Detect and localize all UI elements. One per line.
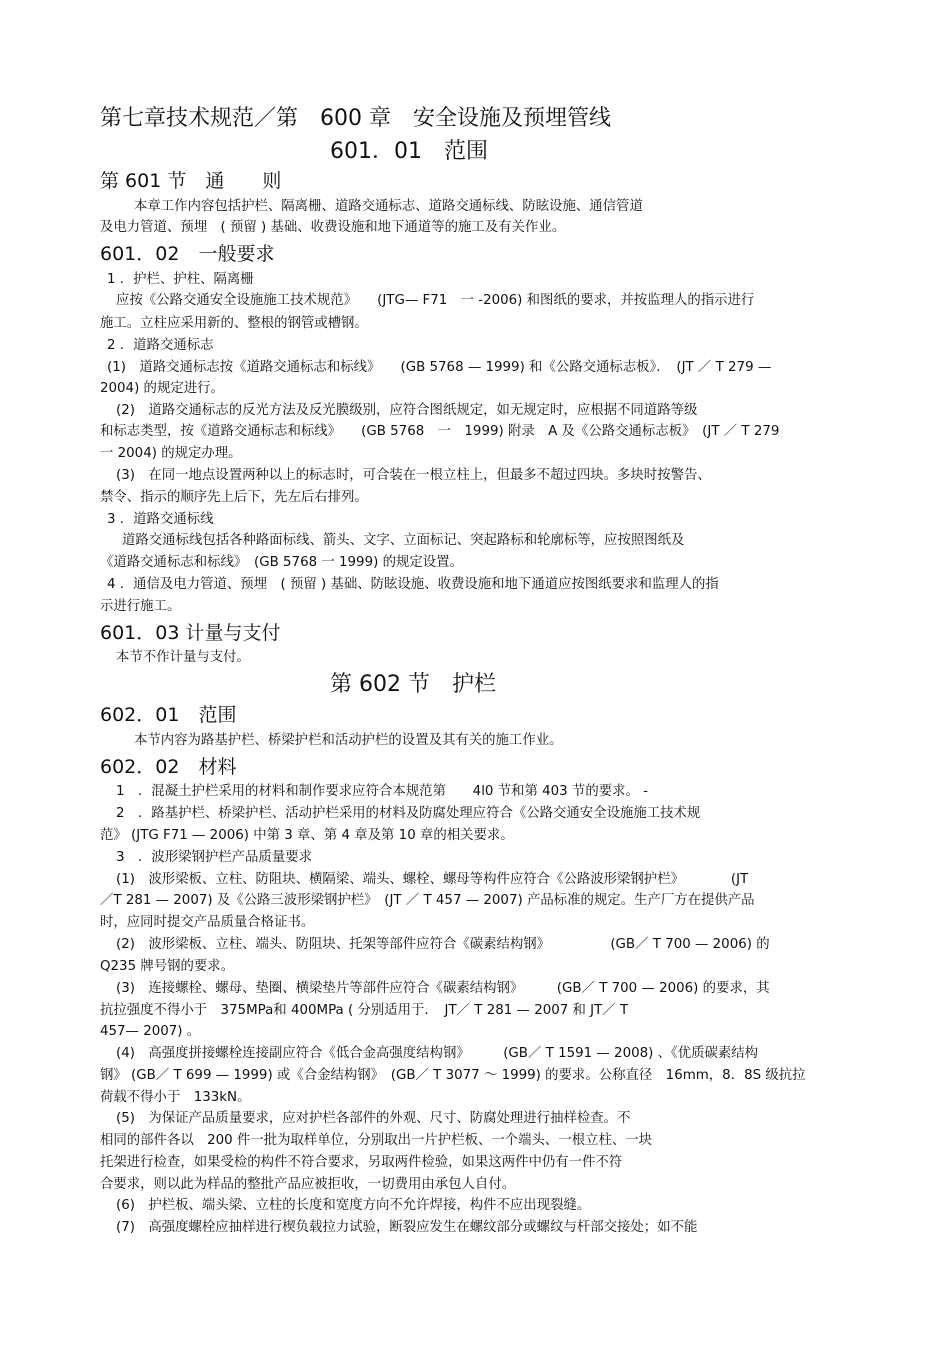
paragraph-line: 《道路交通标志和标线》 (GB 5768 一 1999) 的规定设置。 [100, 555, 463, 570]
paragraph-line: 荷载不得小于 133kN。 [100, 1090, 251, 1105]
paragraph-line: 钢》 (GB／ T 699 — 1999) 或《合金结构钢》 (GB／ T 3077 ～ 1999) 的要求。公称直径 16mm，8．8S 级抗拉 [100, 1068, 806, 1083]
paragraph-line: (6) 护栏板、端头梁、立柱的长度和宽度方向不允许焊接，构件不应出现裂缝。 [116, 1198, 591, 1213]
paragraph-line: 本节不作计量与支付。 [116, 650, 250, 665]
paragraph-line: (2) 道路交通标志的反光方法及反光膜级别，应符合图纸规定，如无规定时，应根据不同道路等级 [116, 403, 698, 418]
paragraph-line: 相同的部件各以 200 件一批为取样单位，分别取出一片护栏板、一个端头、一根立柱、一块 [100, 1133, 653, 1148]
subsection-heading: 601．02 一般要求 [100, 243, 275, 265]
paragraph-line: (5) 为保证产品质量要求，应对护栏各部件的外观、尺寸、防腐处理进行抽样检查。不 [116, 1111, 631, 1126]
chapter-title: 第七章技术规范／第 600 章 安全设施及预埋管线 [100, 106, 611, 131]
paragraph-line: 示进行施工。 [100, 599, 181, 614]
paragraph-line: 抗拉强度不得小于 375MPa和 400MPa ( 分别适用于． JT／ T 281 — 2007 和 JT／ T [100, 1003, 629, 1018]
section-602-heading: 第 602 节 护栏 [330, 672, 496, 697]
section-scope-heading: 601．01 范围 [330, 139, 488, 164]
paragraph-line: (4) 高强度拼接螺栓连接副应符合《低合金高强度结构钢》 (GB／ T 1591 — 2008) 、《优质碳素结构 [116, 1046, 759, 1061]
list-item: 2 ．路基护栏、桥梁护栏、活动护栏采用的材料及防腐处理应符合《公路交通安全设施施工技术规 [116, 806, 701, 821]
paragraph-line: ／T 281 — 2007) 及《公路三波形梁钢护栏》 (JT ／ T 457 — 2007) 产品标准的规定。生产厂方在提供产品 [100, 893, 755, 908]
paragraph-line: 457— 2007) 。 [100, 1024, 201, 1039]
list-item: 3 ．道路交通标线 [107, 512, 214, 527]
paragraph-line: (1) 道路交通标志按《道路交通标志和标线》 (GB 5768 — 1999) 和《公路交通标志板》． (JT ／ T 279 — [107, 360, 772, 375]
paragraph-line: 道路交通标线包括各种路面标线、箭头、文字、立面标记、突起路标和轮廓标等，应按照图纸及 [122, 533, 685, 548]
paragraph-line: 施工。立柱应采用新的、整根的钢管或槽钢。 [100, 316, 368, 331]
paragraph-line: (2) 波形梁板、立柱、端头、防阻块、托架等部件应符合《碳素结构钢》 (GB／ T 700 — 2006) 的 [116, 937, 770, 952]
subsection-heading: 602．02 材料 [100, 756, 237, 778]
paragraph-line: (1) 波形梁板、立柱、防阻块、横隔梁、端头、螺栓、螺母等构件应符合《公路波形梁钢护栏》 (JT [116, 872, 749, 887]
paragraph-line: 本章工作内容包括护栏、隔离栅、道路交通标志、道路交通标线、防眩设施、通信管道 [134, 199, 643, 214]
paragraph-line: (3) 在同一地点设置两种以上的标志时，可合装在一根立柱上，但最多不超过四块。多块时按警告、 [116, 468, 711, 483]
list-item: 3 ．波形梁钢护栏产品质量要求 [116, 850, 312, 865]
paragraph-line: Q235 牌号钢的要求。 [100, 959, 235, 974]
paragraph-line: 及电力管道、预埋 ( 预留 ) 基础、收费设施和地下通道等的施工及有关作业。 [100, 220, 566, 235]
paragraph-line: (3) 连接螺栓、螺母、垫圈、横梁垫片等部件应符合《碳素结构钢》 (GB／ T 700 — 2006) 的要求，其 [116, 981, 770, 996]
paragraph-line: 2004) 的规定进行。 [100, 381, 224, 396]
paragraph-line: 本节内容为路基护栏、桥梁护栏和活动护栏的设置及其有关的施工作业。 [134, 733, 563, 748]
paragraph-line: 和标志类型，按《道路交通标志和标线》 (GB 5768 一 1999) 附录 A 及《公路交通标志板》 (JT ／ T 279 [100, 424, 780, 439]
paragraph-line: 托架进行检查，如果受检的构件不符合要求，另取两件检验，如果这两件中仍有一件不符 [100, 1155, 623, 1170]
paragraph-line: 范》 (JTG F71 — 2006) 中第 3 章、第 4 章及第 10 章的相关要求。 [100, 828, 514, 843]
paragraph-line: 时，应同时提交产品质量合格证书。 [100, 915, 315, 930]
section-601-heading: 第 601 节 通 则 [100, 170, 282, 192]
list-item: 4 ．通信及电力管道、预埋 ( 预留 ) 基础、防眩设施、收费设施和地下通道应按图纸要求和监理人的指 [107, 577, 719, 592]
paragraph-line: 合要求，则以此为样品的整批产品应被拒收，一切费用由承包人自付。 [100, 1177, 516, 1192]
list-item: 1 ．护栏、护柱、隔离栅 [107, 272, 254, 287]
paragraph-line: (7) 高强度螺栓应抽样进行楔负载拉力试验，断裂应发生在螺纹部分或螺纹与杆部交接处；如不能 [116, 1220, 698, 1235]
list-item: 1 ．混凝土护栏采用的材料和制作要求应符合本规范第 4l0 节和第 403 节的要求。 - [116, 784, 648, 799]
paragraph-line: 应按《公路交通安全设施施工技术规范》 (JTG— F71 一 -2006) 和图纸的要求，并按监理人的指示进行 [116, 293, 755, 308]
subsection-heading: 602．01 范围 [100, 704, 237, 726]
subsection-heading: 601．03 计量与支付 [100, 622, 281, 644]
paragraph-line: 一 2004) 的规定办理。 [100, 446, 242, 461]
list-item: 2 ．道路交通标志 [107, 338, 214, 353]
paragraph-line: 禁令、指示的顺序先上后下，先左后右排列。 [100, 490, 368, 505]
